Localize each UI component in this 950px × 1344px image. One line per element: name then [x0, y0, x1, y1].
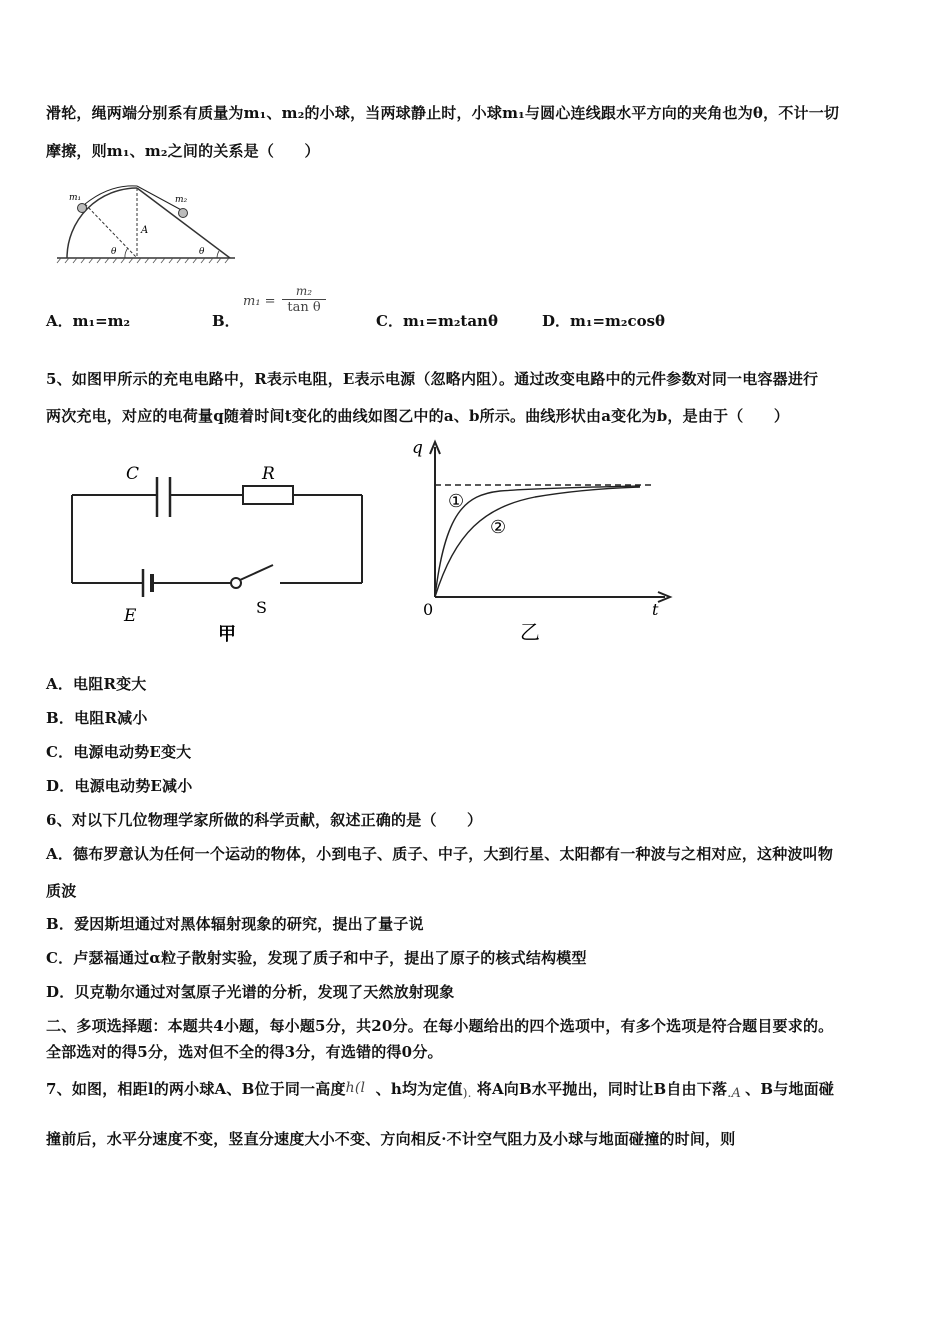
- q5-option-C[interactable]: C．电源电动势E变大: [46, 743, 192, 761]
- q4-option-C[interactable]: C．m₁=m₂tanθ: [376, 312, 498, 330]
- q6-option-C[interactable]: C．卢瑟福通过α粒子散射实验，发现了质子和中子，提出了原子的核式结构模型: [46, 949, 587, 967]
- switch-blade: [240, 565, 273, 580]
- q4-option-B-lhs: m₁ =: [243, 294, 276, 309]
- q5-stem-line2: 两次充电，对应的电荷量q随着时间t变化的曲线如图乙中的a、b所示。曲线形状由a变化为b，是由于（ ）: [46, 407, 790, 425]
- q6-option-D[interactable]: D．贝克勒尔通过对氢原子光谱的分析，发现了天然放射现象: [46, 983, 455, 1001]
- q5-option-D[interactable]: D．电源电动势E减小: [46, 777, 193, 795]
- q5-option-B[interactable]: B．电阻R减小: [46, 709, 148, 727]
- q4-option-A[interactable]: A．m₁=m₂: [46, 312, 131, 330]
- q5-stem-line1: 5、如图甲所示的充电电路中，R表示电阻，E表示电源（忽略内阻）。通过改变电路中的元件参数对同一电容器进行: [46, 370, 819, 388]
- label-theta-right: θ: [199, 247, 205, 257]
- switch-pivot: [231, 578, 241, 588]
- label-theta-left: θ: [111, 247, 117, 257]
- q7-text-c: 将A向B水平抛出，同时让B自由下落: [476, 1080, 728, 1098]
- ball-m2: [179, 209, 188, 218]
- q5-option-A[interactable]: A．电阻R变大: [46, 675, 147, 693]
- resistor: [243, 486, 293, 504]
- q6-option-A-line1[interactable]: A．德布罗意认为任何一个运动的物体，小到电子、质子、中子，大到行星、太阳都有一种波与之相对应，这种波叫物: [46, 845, 834, 863]
- q4-option-B-fraction: [282, 284, 326, 315]
- ball-m1: [78, 204, 87, 213]
- q4-stem-line2: 摩擦，则m₁、m₂之间的关系是（ ）: [46, 142, 320, 160]
- section2-heading-line1: 二、多项选择题：本题共4小题，每小题5分，共20分。在每小题给出的四个选项中，有多个选项是符合题目要求的。: [46, 1017, 834, 1035]
- q7-paren-close: ).: [462, 1086, 472, 1100]
- q4-stem-line1: 滑轮，绳两端分别系有质量为m₁、m₂的小球，当两球静止时，小球m₁与圆心连线跟水平方向的夹角也为θ，不计一切: [46, 104, 840, 122]
- q6-option-A-line2[interactable]: 质波: [46, 882, 77, 900]
- label-R: R: [262, 464, 275, 484]
- label-S: S: [256, 598, 267, 617]
- q5-charge-graph: [410, 437, 680, 642]
- fraction-numerator: m₂: [282, 284, 326, 300]
- q7-text-d: 、B与地面碰: [745, 1080, 835, 1098]
- label-A: A: [141, 225, 149, 236]
- curve-2-label: ②: [490, 517, 507, 538]
- q7-stem-line2: 撞前后，水平分速度不变，竖直分速度大小不变、方向相反·不计空气阻力及小球与地面碰撞的时间，则: [46, 1130, 736, 1148]
- curve-1: [435, 486, 640, 597]
- q7-dot-A: .A: [727, 1086, 742, 1101]
- q5-circuit-diagram: [60, 455, 370, 645]
- label-C: C: [126, 464, 140, 484]
- section2-heading-line2: 全部选对的得5分，选对但不全的得3分，有选错的得0分。: [46, 1043, 443, 1061]
- q6-stem: 6、对以下几位物理学家所做的科学贡献，叙述正确的是（ ）: [46, 811, 483, 829]
- curve-2: [435, 487, 640, 597]
- circuit-caption: 甲: [218, 624, 236, 645]
- origin-label: 0: [423, 600, 434, 619]
- label-E: E: [124, 606, 137, 626]
- q6-option-B[interactable]: B．爱因斯坦通过对黑体辐射现象的研究，提出了量子说: [46, 915, 424, 933]
- q7-text-b: 、h均为定值: [375, 1080, 463, 1098]
- q7-h-expr: h(l: [345, 1080, 366, 1096]
- q7-text-a: 7、如图，相距l的两小球A、B位于同一高度: [46, 1080, 346, 1098]
- curve-1-label: ①: [448, 491, 465, 512]
- axis-label-t: t: [652, 600, 659, 619]
- fraction-denominator: tan θ: [287, 300, 321, 315]
- q4-option-B-prefix: B．: [212, 312, 240, 330]
- q4-pulley-figure: [55, 178, 245, 268]
- q4-option-D[interactable]: D．m₁=m₂cosθ: [542, 312, 666, 330]
- graph-caption: 乙: [520, 620, 540, 644]
- label-m2: m₂: [175, 195, 188, 205]
- axis-label-q: q: [412, 438, 423, 458]
- label-m1: m₁: [69, 193, 82, 203]
- q4-option-B[interactable]: [212, 310, 240, 331]
- q7-stem-line1: [46, 1078, 834, 1099]
